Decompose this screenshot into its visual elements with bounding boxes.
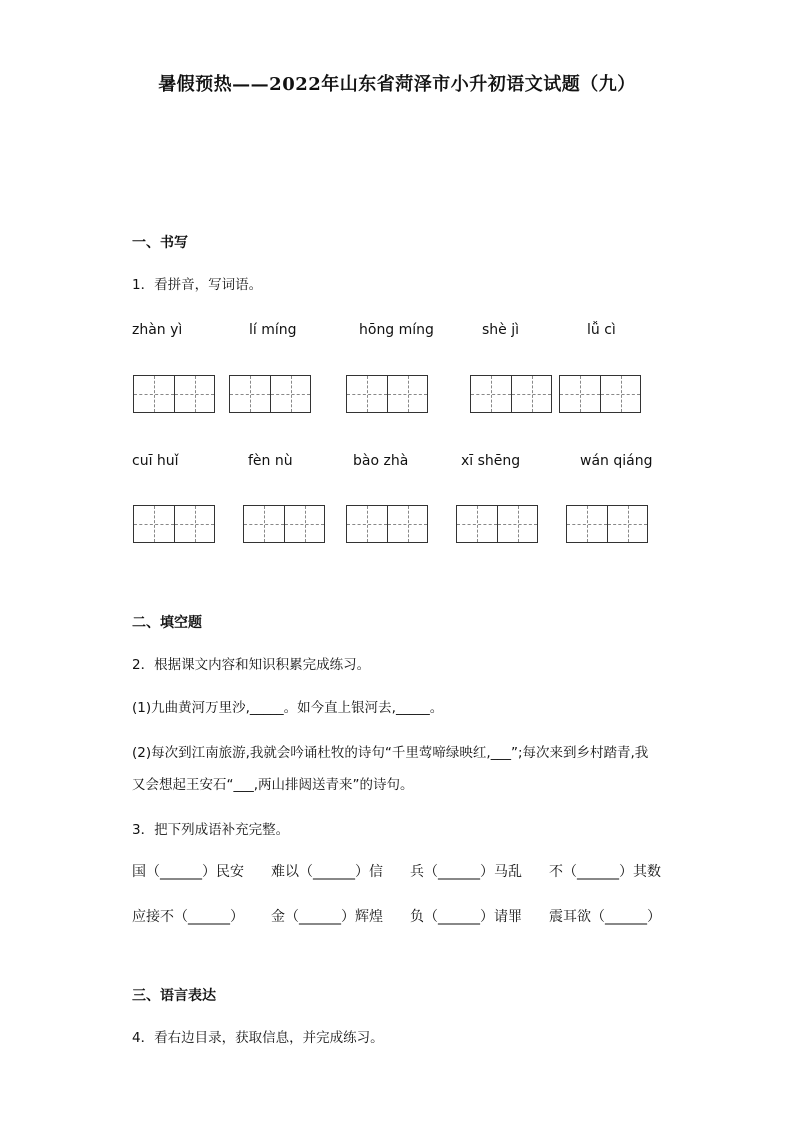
idiom-blank: 负（______）请罪 — [410, 909, 522, 925]
question-1-prompt: 1．看拼音，写词语。 — [132, 277, 263, 293]
idiom-blank: 难以（______）信 — [271, 864, 383, 880]
idiom-blank: 不（______）其数 — [549, 864, 661, 880]
writing-grid[interactable] — [566, 505, 648, 543]
writing-grid[interactable] — [133, 505, 215, 543]
section-heading-fill-in: 二、填空题 — [132, 615, 202, 631]
pinyin-label: lǚ cì — [587, 322, 616, 338]
idiom-blank: 震耳欲（______） — [549, 909, 661, 925]
section-heading-language-expression: 三、语言表达 — [132, 988, 216, 1004]
question-2-prompt: 2．根据课文内容和知识积累完成练习。 — [132, 657, 371, 673]
idiom-blank: 兵（______）马乱 — [410, 864, 522, 880]
question-2-item-1: (1)九曲黄河万里沙,_____。如今直上银河去,_____。 — [132, 700, 444, 716]
writing-grid[interactable] — [133, 375, 215, 413]
writing-grid[interactable] — [346, 375, 428, 413]
writing-grid[interactable] — [559, 375, 641, 413]
pinyin-label: fèn nù — [248, 453, 293, 469]
question-4-prompt: 4．看右边目录，获取信息，并完成练习。 — [132, 1030, 384, 1046]
pinyin-label: wán qiáng — [580, 453, 653, 469]
idiom-blank: 国（______）民安 — [132, 864, 244, 880]
section-heading-writing: 一、书写 — [132, 235, 188, 251]
writing-grid[interactable] — [243, 505, 325, 543]
pinyin-label: lí míng — [249, 322, 297, 338]
page-title: 暑假预热——2022年山东省菏泽市小升初语文试题（九） — [158, 74, 636, 95]
pinyin-label: zhàn yì — [132, 322, 183, 338]
pinyin-label: shè jì — [482, 322, 520, 338]
writing-grid[interactable] — [470, 375, 552, 413]
writing-grid[interactable] — [229, 375, 311, 413]
idiom-blank: 金（______）辉煌 — [271, 909, 383, 925]
writing-grid[interactable] — [456, 505, 538, 543]
pinyin-label: xī shēng — [461, 453, 521, 469]
pinyin-label: cuī huǐ — [132, 453, 179, 469]
pinyin-label: hōng míng — [359, 322, 434, 338]
question-2-item-2-line-1: (2)每次到江南旅游,我就会吟诵杜牧的诗句“千里莺啼绿映红,___”;每次来到乡村踏青,我 — [132, 745, 649, 761]
question-2-item-2-line-2: 又会想起王安石“___,两山排闼送青来”的诗句。 — [132, 777, 414, 793]
idiom-blank: 应接不（______） — [132, 909, 244, 925]
question-3-prompt: 3．把下列成语补充完整。 — [132, 822, 290, 838]
pinyin-label: bào zhà — [353, 453, 409, 469]
writing-grid[interactable] — [346, 505, 428, 543]
